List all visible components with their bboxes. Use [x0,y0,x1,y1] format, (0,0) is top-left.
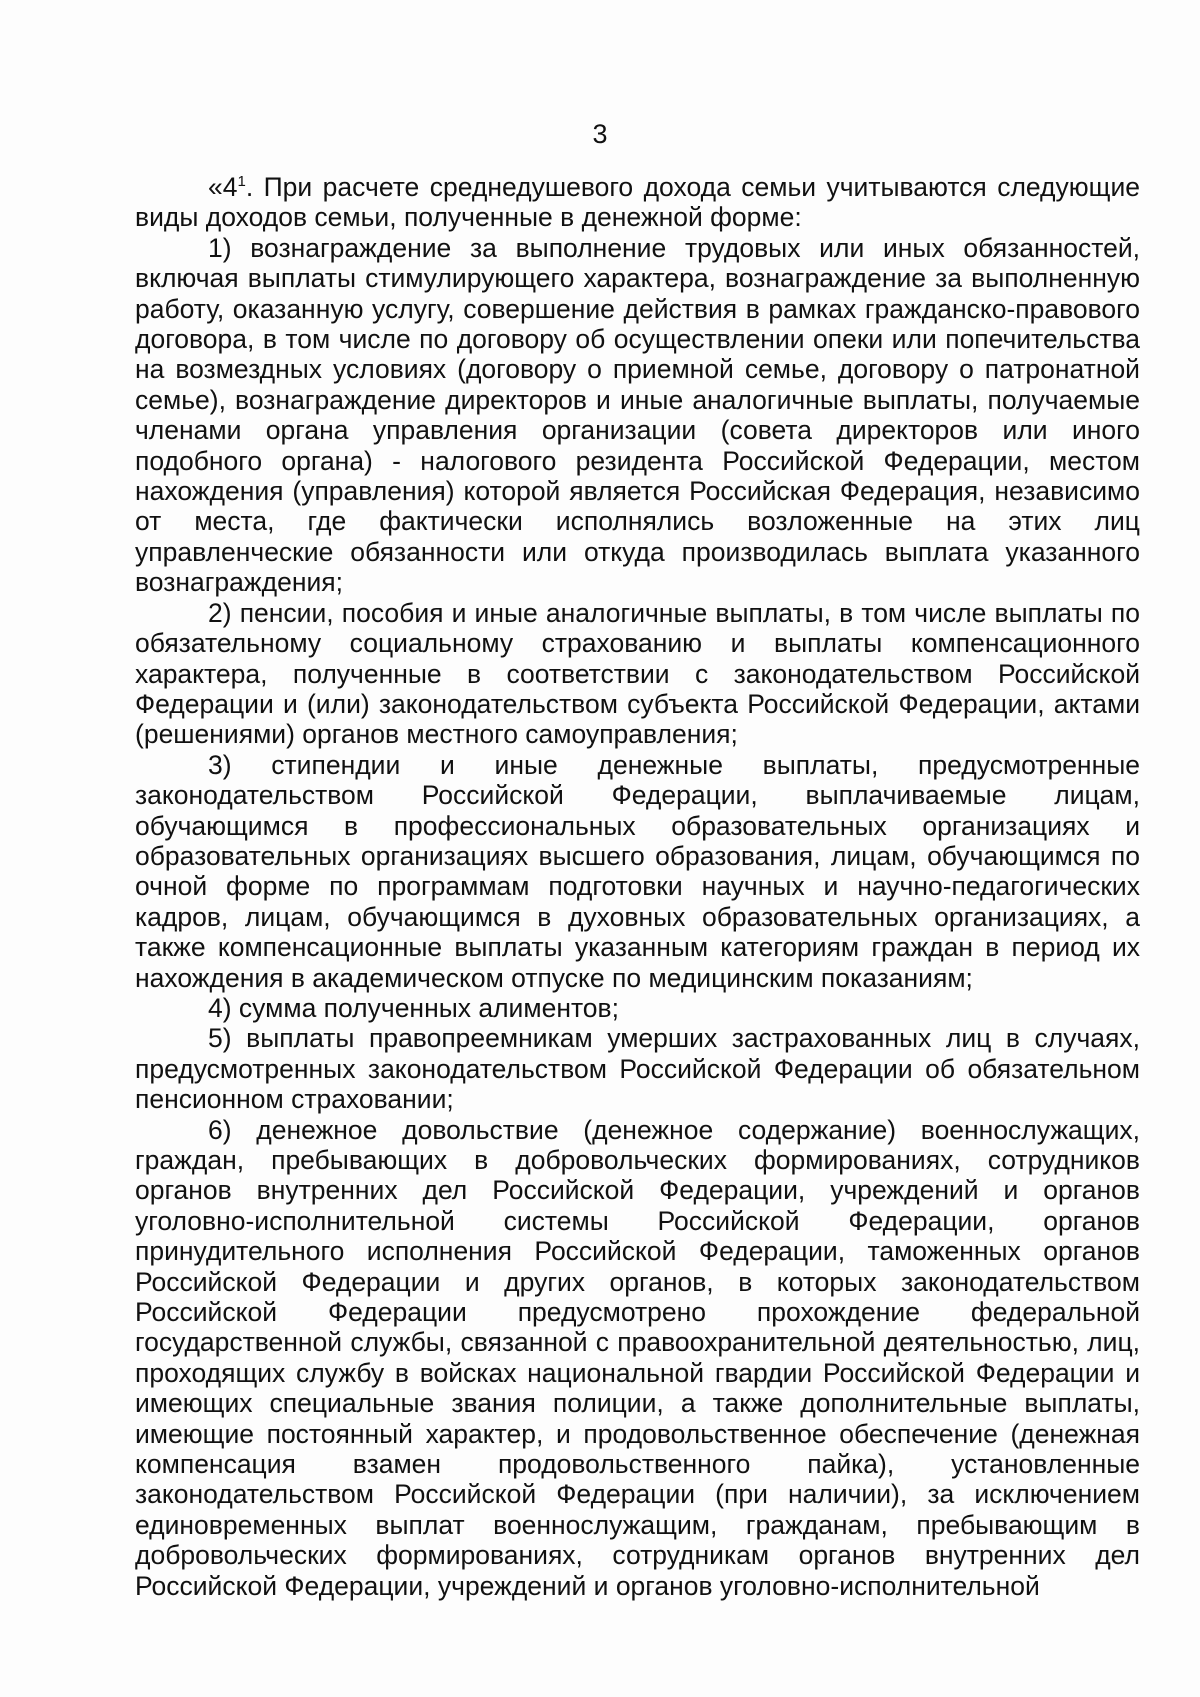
list-item-6: 6) денежное довольствие (денежное содержание) военнослужащих, граждан, пребывающих в добровольческих формированиях, сотрудников органов внутренних дел Российской Федерации, учреждений и органов уголовно-исполнительной системы Российской Федерации, органов принудительного исполнения Российской Федерации, таможенных органов Российской Федерации и других органов, в которых законодательством Российской Федерации предусмотрено прохождение федеральной государственной службы, связанной с правоохранительной деятельностью, лиц, проходящих службу в войсках национальной гвардии Российской Федерации и имеющих специальные звания полиции, а также дополнительные выплаты, имеющие постоянный характер, и продовольственное обеспечение (денежная компенсация взамен продовольственного пайка), установленные законодательством Российской Федерации (при наличии), за исключением единовременных выплат военнослужащим, гражданам, пребывающим в добровольческих формированиях, сотрудникам органов внутренних дел Российской Федерации, учреждений и органов уголовно-исполнительной [135,1114,1140,1601]
list-item-4: 4) сумма полученных алиментов; [208,992,619,1023]
intro-paragraph [135,172,1140,233]
list-item-3: 3) стипендии и иные денежные выплаты, предусмотренные законодательством Российской Федерации, выплачиваемые лицам, обучающимся в профессиональных образовательных организациях и образовательных организациях высшего образования, лицам, обучающимся по очной форме по программам подготовки научных и научно-педагогических кадров, лицам, обучающимся в духовных образовательных организациях, а также компенсационные выплаты указанным категориям граждан в период их нахождения в академическом отпуске по медицинским показаниям; [135,749,1140,993]
intro-open-quote: «4 [208,172,238,202]
document-body [135,172,1140,1601]
list-item-2: 2) пенсии, пособия и иные аналогичные выплаты, в том числе выплаты по обязательному социальному страхованию и выплаты компенсационного характера, полученные в соответствии с законодательством Российской Федерации и (или) законодательством субъекта Российской Федерации, актами (решениями) органов местного самоуправления; [135,597,1140,750]
page-number: 3 [592,119,608,149]
intro-superscript: 1 [237,173,246,191]
list-item-1: 1) вознаграждение за выполнение трудовых или иных обязанностей, включая выплаты стимулирующего характера, вознаграждение за выполненную работу, оказанную услугу, совершение действия в рамках гражданско-правового договора, в том числе по договору об осуществлении опеки или попечительства на возмездных условиях (договору о приемной семье, договору о патронатной семье), вознаграждение директоров и иные аналогичные выплаты, получаемые членами органа управления организации (совета директоров или иного подобного органа) - налогового резидента Российской Федерации, местом нахождения (управления) которой является Российская Федерация, независимо от места, где фактически исполнялись возложенные на этих лиц управленческие обязанности или откуда производилась выплата указанного вознаграждения; [135,232,1140,598]
intro-text: . При расчете среднедушевого дохода семьи учитываются следующие виды доходов семьи, полученные в денежной форме: [135,172,1140,233]
list-item-5: 5) выплаты правопреемникам умерших застрахованных лиц в случаях, предусмотренных законодательством Российской Федерации об обязательном пенсионном страховании; [135,1023,1140,1115]
